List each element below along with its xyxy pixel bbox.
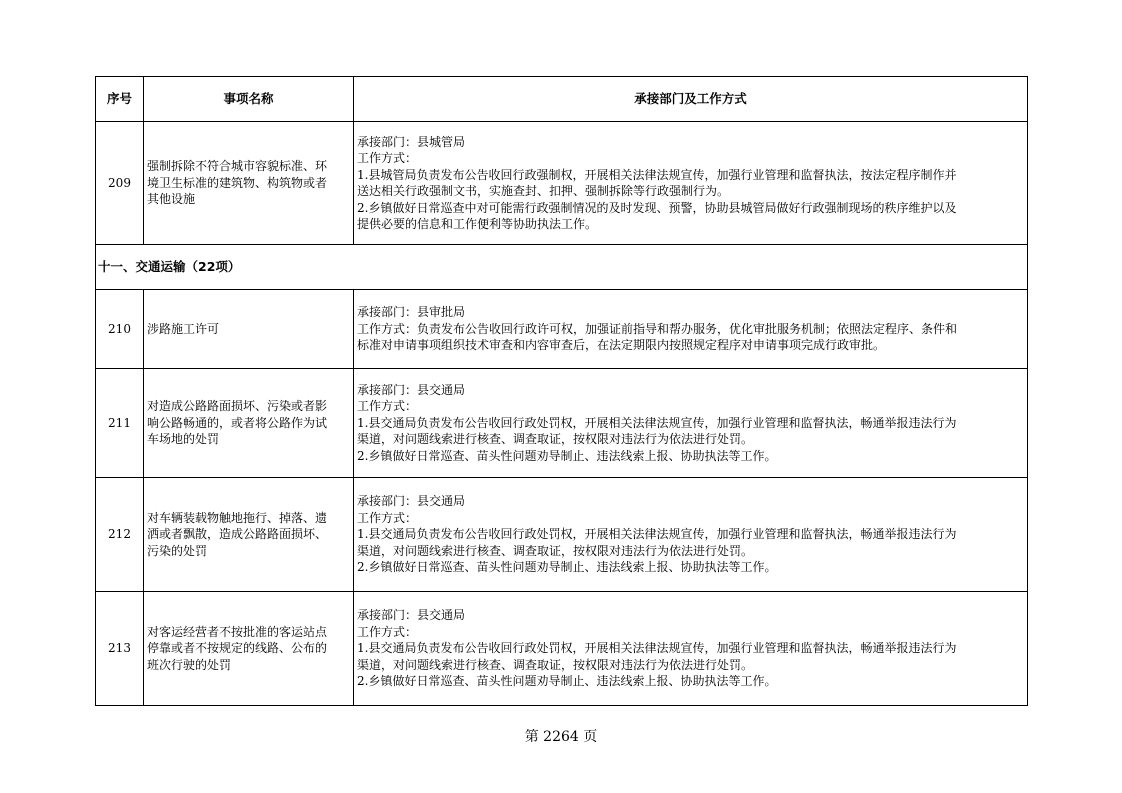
section-title: 十一、交通运输（22项） (96, 245, 1028, 290)
table-row (96, 592, 1028, 706)
page-number: 第 2264 页 (524, 729, 598, 745)
table-row (96, 290, 1028, 369)
matters-table (95, 76, 1028, 706)
row-no: 209 (96, 122, 144, 245)
row-no: 213 (96, 592, 144, 706)
row-dept: 承接部门：县交通局 工作方式： 1.县交通局负责发布公告收回行政处罚权，开展相关法律法规宣传，加强行业管理和监督执法，畅通举报违法行为 渠道，对问题线索进行核查、调查取证，按权限对违法行为依法进行处罚。 2.乡镇做好日常巡查、苗头性问题劝导制止、违法线索上报、协助执法等工作。 (354, 478, 1028, 592)
row-name: 强制拆除不符合城市容貌标准、环 境卫生标准的建筑物、构筑物或者 其他设施 (144, 122, 354, 245)
row-no: 212 (96, 478, 144, 592)
header-row (96, 77, 1028, 122)
header-name: 事项名称 (144, 77, 354, 122)
header-no: 序号 (96, 77, 144, 122)
row-dept: 承接部门：县审批局 工作方式：负责发布公告收回行政许可权，加强证前指导和帮办服务，优化审批服务机制；依照法定程序、条件和 标准对申请事项组织技术审查和内容审查后，在法定期限内按照规定程序对申请事项完成行政审批。 (354, 290, 1028, 369)
row-dept: 承接部门：县交通局 工作方式： 1.县交通局负责发布公告收回行政处罚权，开展相关法律法规宣传，加强行业管理和监督执法，畅通举报违法行为 渠道，对问题线索进行核查、调查取证，按权限对违法行为依法进行处罚。 2.乡镇做好日常巡查、苗头性问题劝导制止、违法线索上报、协助执法等工作。 (354, 592, 1028, 706)
row-no: 210 (96, 290, 144, 369)
row-name: 对造成公路路面损坏、污染或者影 响公路畅通的，或者将公路作为试 车场地的处罚 (144, 369, 354, 478)
header-dept: 承接部门及工作方式 (354, 77, 1028, 122)
row-name: 涉路施工许可 (144, 290, 354, 369)
row-name: 对车辆装载物触地拖行、掉落、遗 洒或者飘散，造成公路路面损坏、 污染的处罚 (144, 478, 354, 592)
table-row (96, 478, 1028, 592)
table-row (96, 122, 1028, 245)
row-no: 211 (96, 369, 144, 478)
section-row (96, 245, 1028, 290)
row-dept: 承接部门：县城管局 工作方式： 1.县城管局负责发布公告收回行政强制权，开展相关法律法规宣传，加强行业管理和监督执法，按法定程序制作并 送达相关行政强制文书，实施查封、扣押、强制拆除等行政强制行为。 2.乡镇做好日常巡查中对可能需行政强制情况的及时发现、预警，协助县城管局做好行政强制现场的秩序维护以及 提供必要的信息和工作便利等协助执法工作。 (354, 122, 1028, 245)
table-row (96, 369, 1028, 478)
row-dept: 承接部门：县交通局 工作方式： 1.县交通局负责发布公告收回行政处罚权，开展相关法律法规宣传，加强行业管理和监督执法，畅通举报违法行为 渠道，对问题线索进行核查、调查取证，按权限对违法行为依法进行处罚。 2.乡镇做好日常巡查、苗头性问题劝导制止、违法线索上报、协助执法等工作。 (354, 369, 1028, 478)
row-name: 对客运经营者不按批准的客运站点 停靠或者不按规定的线路、公布的 班次行驶的处罚 (144, 592, 354, 706)
